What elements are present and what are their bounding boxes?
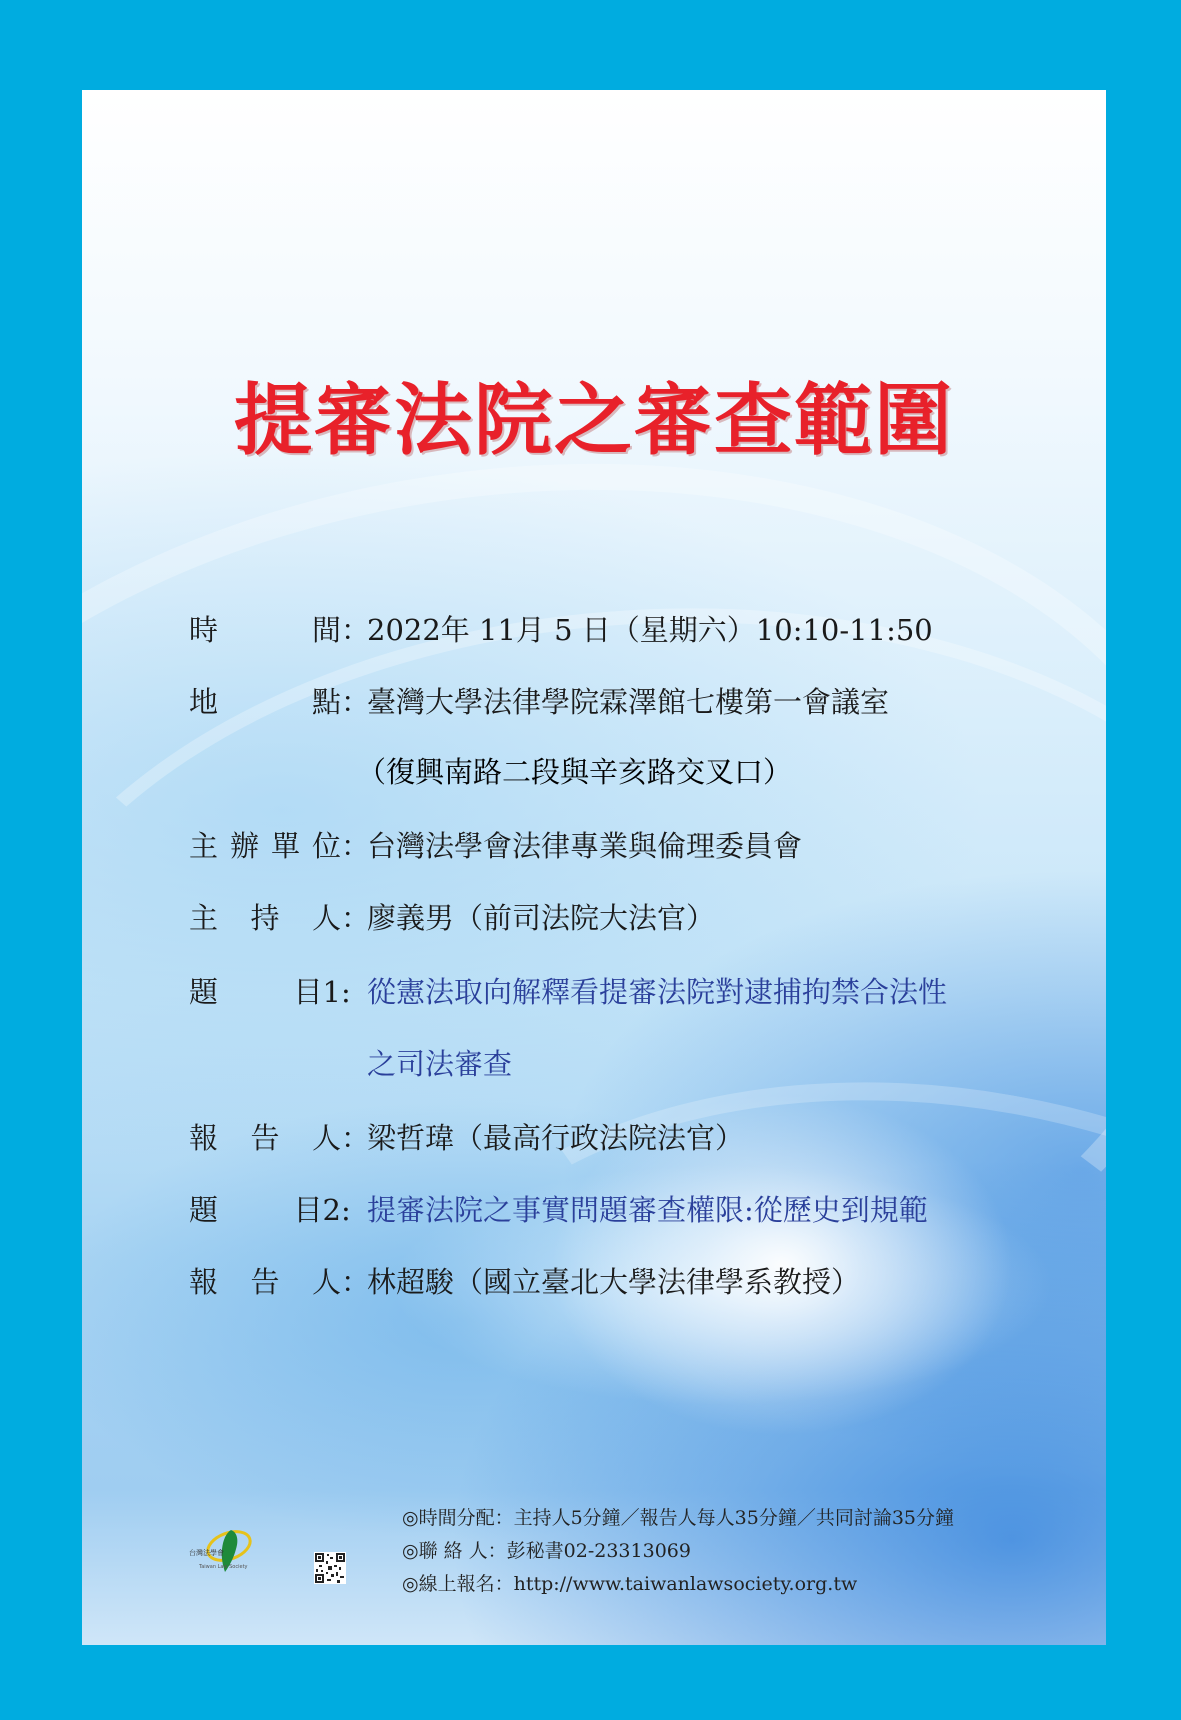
row-speaker1: 報 告 人 ： 梁哲瑋（最高行政法院法官） — [189, 1116, 744, 1157]
value-time: 2022年 11月 5 日（星期六）10:10-11:50 — [367, 613, 933, 647]
notes — [402, 1502, 954, 1601]
value-moderator: 廖義男（前司法院大法官） — [367, 901, 716, 935]
value-topic1: 從憲法取向解釋看提審法院對逮捕拘禁合法性 — [367, 975, 948, 1009]
poster — [82, 90, 1106, 1645]
label-organizer: 主 辦 單 位 — [189, 829, 341, 863]
value-speaker1: 梁哲瑋（最高行政法院法官） — [367, 1121, 745, 1155]
value-topic2: 提審法院之事實問題審查權限:從歷史到規範 — [367, 1193, 928, 1227]
note-contact: ◎聯 絡 人：彭秘書02-23313069 — [402, 1540, 691, 1562]
value-location-line2: （復興南路二段與辛亥路交叉口） — [357, 755, 793, 789]
value-location: 臺灣大學法律學院霖澤館七樓第一會議室 — [367, 685, 890, 719]
row-organizer: 主 辦 單 位 ： 台灣法學會法律專業與倫理委員會 — [189, 824, 802, 865]
row-topic1: 題 目1 : 從憲法取向解釋看提審法院對逮捕拘禁合法性 — [189, 970, 947, 1011]
label-moderator: 主 持 人 — [189, 901, 341, 935]
svg-text:台灣法學會: 台灣法學會 — [189, 1549, 224, 1557]
value-speaker2: 林超駿（國立臺北大學法律學系教授） — [367, 1265, 861, 1299]
label-topic2: 題 目2 — [189, 1193, 341, 1227]
row-topic2: 題 目2 : 提審法院之事實問題審查權限:從歷史到規範 — [189, 1188, 928, 1229]
row-location: 地 點 ： 臺灣大學法律學院霖澤館七樓第一會議室 — [189, 680, 889, 721]
row-speaker2: 報 告 人 ： 林超駿（國立臺北大學法律學系教授） — [189, 1260, 860, 1301]
svg-text:Taiwan Law Society: Taiwan Law Society — [199, 1564, 248, 1570]
label-time: 時 間 — [189, 613, 341, 647]
note-time-allocation: ◎時間分配：主持人5分鐘／報告人每人35分鐘／共同討論35分鐘 — [402, 1507, 955, 1529]
poster-title: 提審法院之審查範圍 — [233, 376, 954, 466]
label-topic1: 題 目1 — [189, 975, 341, 1009]
taiwan-map-logo-icon — [187, 1522, 267, 1582]
row-moderator: 主 持 人 ： 廖義男（前司法院大法官） — [189, 896, 715, 937]
label-speaker1: 報 告 人 — [189, 1121, 341, 1155]
qr-code-icon — [314, 1552, 346, 1584]
note-registration-link[interactable]: ◎線上報名：http://www.taiwanlawsociety.org.tw — [402, 1573, 858, 1595]
row-time: 時 間 ： 2022年 11月 5 日（星期六）10:10-11:50 — [189, 608, 933, 649]
label-location: 地 點 — [189, 685, 341, 719]
label-speaker2: 報 告 人 — [189, 1265, 341, 1299]
value-topic1-line2: 之司法審查 — [367, 1047, 513, 1081]
value-organizer: 台灣法學會法律專業與倫理委員會 — [367, 829, 803, 863]
